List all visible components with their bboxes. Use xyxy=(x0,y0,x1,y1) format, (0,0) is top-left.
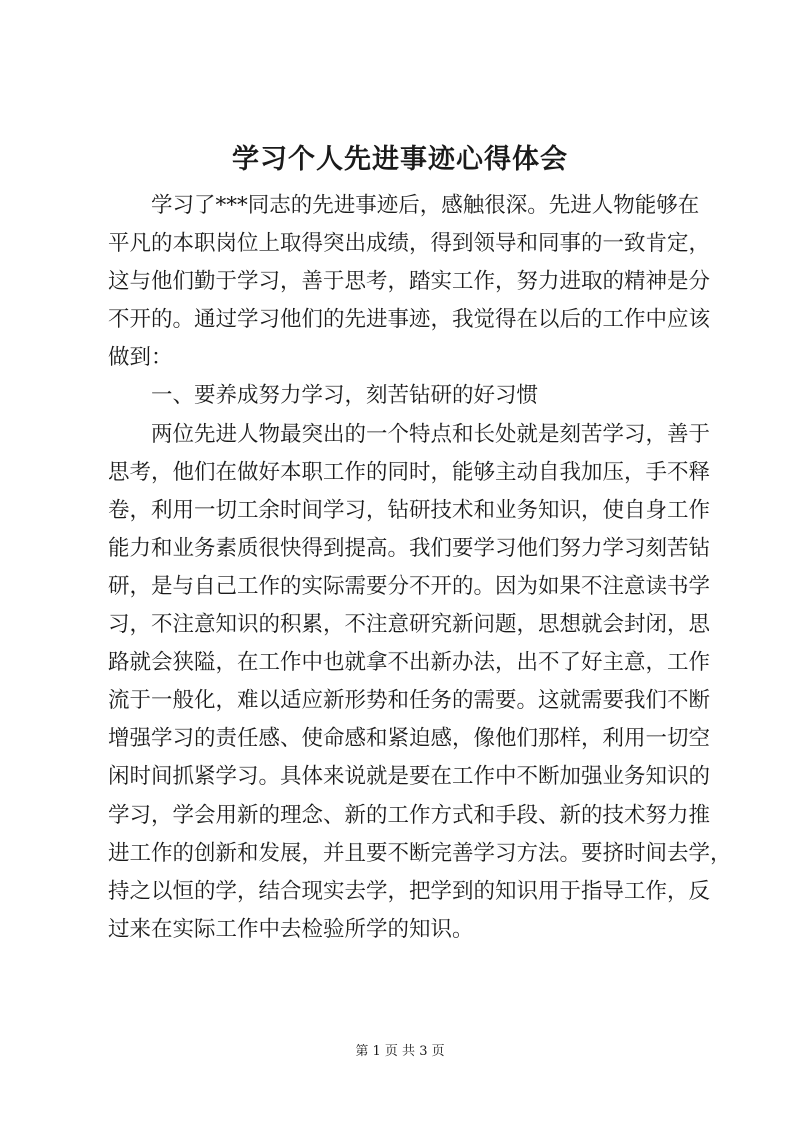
paragraph-line: 学习了***同志的先进事迹后，感触很深。先进人物能够在 xyxy=(151,193,700,218)
page-footer: 第 1 页 共 3 页 xyxy=(355,1044,445,1059)
page-title: 学习个人先进事迹心得体会 xyxy=(232,144,568,175)
paragraph-line: 过来在实际工作中去检验所学的知识。 xyxy=(108,916,474,942)
paragraph-line: 持之以恒的学，结合现实去学，把学到的知识用于指导工作，反 xyxy=(108,878,711,904)
paragraph-line: 习，不注意知识的积累，不注意研究新问题，思想就会封闭，思 xyxy=(108,612,711,638)
paragraph-line: 平凡的本职岗位上取得突出成绩，得到领导和同事的一致肯定， xyxy=(108,231,711,257)
paragraph-line: 增强学习的责任感、使命感和紧迫感，像他们那样，利用一切空 xyxy=(108,726,711,752)
paragraph-line: 这与他们勤于学习，善于思考，踏实工作，努力进取的精神是分 xyxy=(108,269,711,295)
paragraph-line: 研，是与自己工作的实际需要分不开的。因为如果不注意读书学 xyxy=(108,573,711,599)
paragraph-line: 进工作的创新和发展，并且要不断完善学习方法。要挤时间去学， xyxy=(108,840,732,866)
paragraph-line: 闲时间抓紧学习。具体来说就是要在工作中不断加强业务知识的 xyxy=(108,764,711,790)
paragraph-line: 不开的。通过学习他们的先进事迹，我觉得在以后的工作中应该 xyxy=(108,307,711,333)
paragraph-line: 做到： xyxy=(108,345,173,371)
section-heading: 一、要养成努力学习，刻苦钻研的好习惯 xyxy=(151,383,539,409)
paragraph-line: 思考，他们在做好本职工作的同时，能够主动自我加压，手不释 xyxy=(108,459,711,485)
paragraph-line: 流于一般化，难以适应新形势和任务的需要。这就需要我们不断 xyxy=(108,688,711,714)
paragraph-line: 路就会狭隘，在工作中也就拿不出新办法，出不了好主意，工作 xyxy=(108,650,711,676)
paragraph-line: 两位先进人物最突出的一个特点和长处就是刻苦学习，善于 xyxy=(151,421,711,447)
document-body xyxy=(108,187,732,949)
paragraph-line: 卷，利用一切工余时间学习，钻研技术和业务知识，使自身工作 xyxy=(108,497,711,523)
paragraph-line: 学习，学会用新的理念、新的工作方式和手段、新的技术努力推 xyxy=(108,802,711,828)
paragraph-line: 能力和业务素质很快得到提高。我们要学习他们努力学习刻苦钻 xyxy=(108,535,711,561)
